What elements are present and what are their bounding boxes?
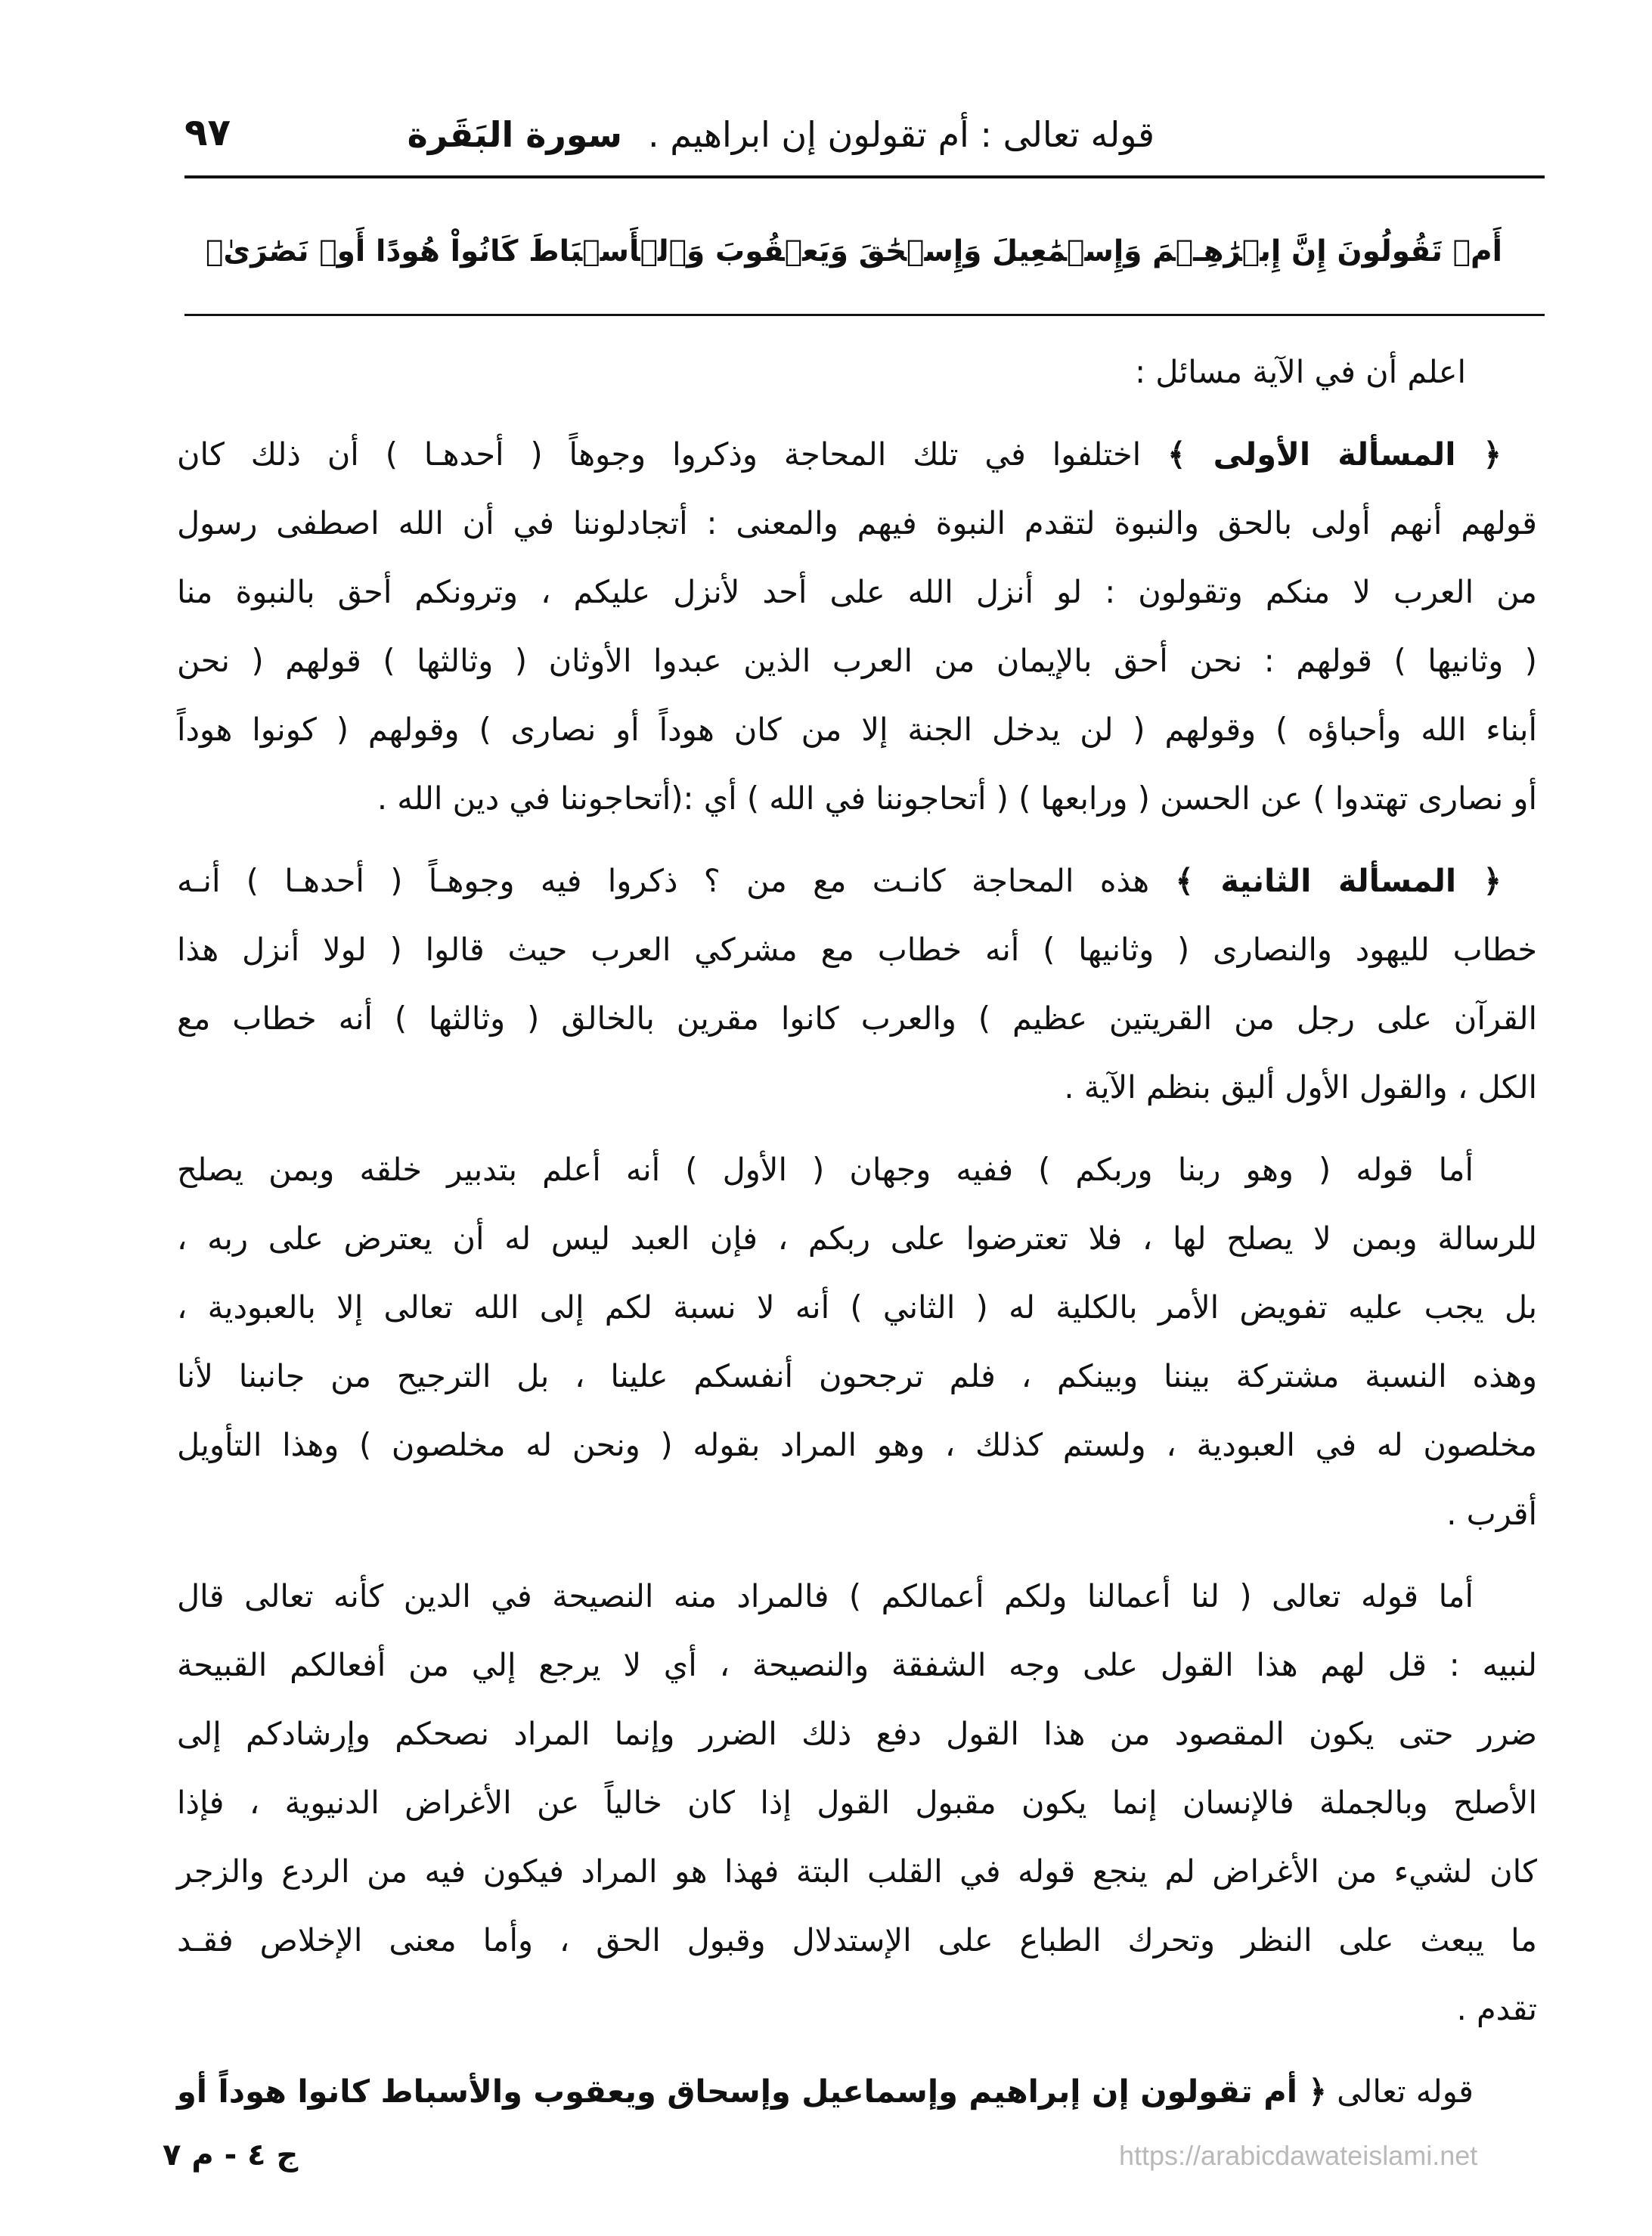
text-line: كان لشيء من الأغراض لم ينجع قوله في القلب البتة فهذا هو المراد فيكون فيه من الردع والزجر: [177, 1853, 1537, 1890]
text-line: خطاب لليهود والنصارى ( وثانيها ) أنه خطاب مع مشركي العرب حيث قالوا ( لولا أنزل هذا: [177, 931, 1537, 968]
quran-verse: أَمۡ تَقُولُونَ إِنَّ إِبۡرَٰهِـۧمَ وَإِسۡمَٰعِيلَ وَإِسۡحَٰقَ وَيَعۡقُوبَ وَٱلۡأَسۡبَاطَ كَانُواْ هُودًا أَوۡ نَصَٰرَىٰۗ: [206, 234, 1502, 268]
text-line: اعلم أن في الآية مسائل :: [1135, 353, 1466, 390]
text-line: وهذه النسبة مشتركة بيننا وبينكم ، فلم ترجحون أنفسكم علينا ، بل الترجيح من جانبنا لأنا: [177, 1357, 1537, 1394]
text-line: [177, 2057, 1537, 2126]
text-line: للرسالة وبمن لا يصلح لها ، فلا تعترضوا على ربكم ، فإن العبد ليس له أن يعترض على ربه ،: [177, 1220, 1537, 1257]
verse-reference: قوله تعالى : أم تقولون إن ابراهيم .: [648, 114, 1155, 155]
text-line: من العرب لا منكم وتقولون : لو أنزل الله على أحد لأنزل عليكم ، وترونكم أحق بالنبوة منا: [177, 573, 1537, 610]
commentary-body: [177, 337, 1537, 2126]
text-line: أما قوله تعالى ( لنا أعمالنا ولكم أعمالكم ) فالمراد منه النصيحة في الدين كأنه تعالى قال: [177, 1577, 1474, 1614]
page-number: ٩٧: [184, 110, 231, 154]
text-line: الأصلح وبالجملة فالإنسان إنما يكون مقبول القول إذا كان خالياً عن الأغراض الدنيوية ، فإذا: [177, 1784, 1537, 1821]
text-line: أبناء الله وأحباؤه ) وقولهم ( لن يدخل الجنة إلا من كان هوداً أو نصارى ) وقولهم ( كونوا هوداً: [177, 711, 1537, 748]
text-line: ضرر حتى يكون المقصود من هذا القول دفع ذلك الضرر وإنما المراد نصحكم وإرشادكم إلى: [177, 1715, 1537, 1752]
quoted-verse: ﴿ أم تقولون إن إبراهيم وإسماعيل وإسحاق ويعقوب والأسباط كانوا هوداً أو: [177, 2073, 1327, 2110]
text-line: أقرب .: [1446, 1495, 1537, 1532]
paragraph-next-verse: [177, 2057, 1537, 2126]
text-line: لنبيه : قل لهم هذا القول على وجه الشفقة والنصيحة ، أي لا يرجع إلي من أفعالكم القبيحة: [177, 1646, 1537, 1683]
text-run: هذه المحاجة كانـت مع من ؟ ذكروا فيه وجوهـاً ( أحدهـا ) أنـه: [177, 862, 1150, 899]
running-head-title: [408, 108, 1155, 161]
text-line: [177, 420, 1537, 488]
text-line: بل يجب عليه تفويض الأمر بالكلية له ( الثاني ) أنه لا نسبة لكم إلى الله تعالى إلا بالعبودية ،: [177, 1289, 1537, 1326]
gathering-mark: ج ٤ - م ٧: [163, 2138, 299, 2172]
text-line: ( وثانيها ) قولهم : نحن أحق بالإيمان من العرب الذين عبدوا الأوثان ( وثالثها ) قولهم ( نحن: [177, 642, 1537, 679]
section-heading: ﴿ المسألة الثانية ﴾: [1175, 862, 1502, 899]
text-line: مخلصون له في العبودية ، ولستم كذلك ، وهو المراد بقوله ( ونحن له مخلصون ) وهذا التأويل: [177, 1426, 1537, 1463]
watermark-url: https://arabicdawateislami.net: [1119, 2140, 1478, 2171]
text-line: ما يبعث على النظر وتحرك الطباع على الإستدلال وقبول الحق ، وأما معنى الإخلاص فقـد: [177, 1921, 1537, 1958]
text-line: أما قوله ( وهو ربنا وربكم ) ففيه وجهان ( الأول ) أنه أعلم بتدبير خلقه وبمن يصلح: [177, 1151, 1474, 1188]
text-run: قوله تعالى: [1337, 2073, 1474, 2110]
text-line: تقدم .: [1456, 1990, 1537, 2027]
paragraph-intro: [177, 337, 1537, 406]
text-line: [177, 846, 1537, 915]
paragraph-first-issue: [177, 420, 1537, 833]
text-line: قولهم أنهم أولى بالحق والنبوة لتقدم النبوة فيهم والمعنى : أتجادلوننا في أن الله اصطفى رسول: [177, 504, 1537, 541]
verse-bottom-rule: [184, 314, 1545, 316]
paragraph-our-lord: [177, 1135, 1537, 1548]
text-line: الكل ، والقول الأول أليق بنظم الآية .: [1064, 1068, 1537, 1106]
text-run: اختلفوا في تلك المحاجة وذكروا وجوهاً ( أحدهـا ) أن ذلك كان: [177, 436, 1142, 473]
top-rule: [184, 175, 1545, 178]
section-heading: ﴿ المسألة الأولى ﴾: [1167, 436, 1502, 473]
text-line: القرآن على رجل من القريتين عظيم ) والعرب كانوا مقرين بالخالق ( وثالثها ) أنه خطاب مع: [177, 1000, 1537, 1037]
surah-name: سورة البَقَرة: [407, 114, 622, 155]
paragraph-our-deeds: [177, 1561, 1537, 2043]
text-line: أو نصارى تهتدوا ) عن الحسن ( ورابعها ) ( أتحاجوننا في الله ) أي :(أتحاجوننا في دين الله .: [377, 780, 1537, 817]
paragraph-second-issue: [177, 846, 1537, 1121]
